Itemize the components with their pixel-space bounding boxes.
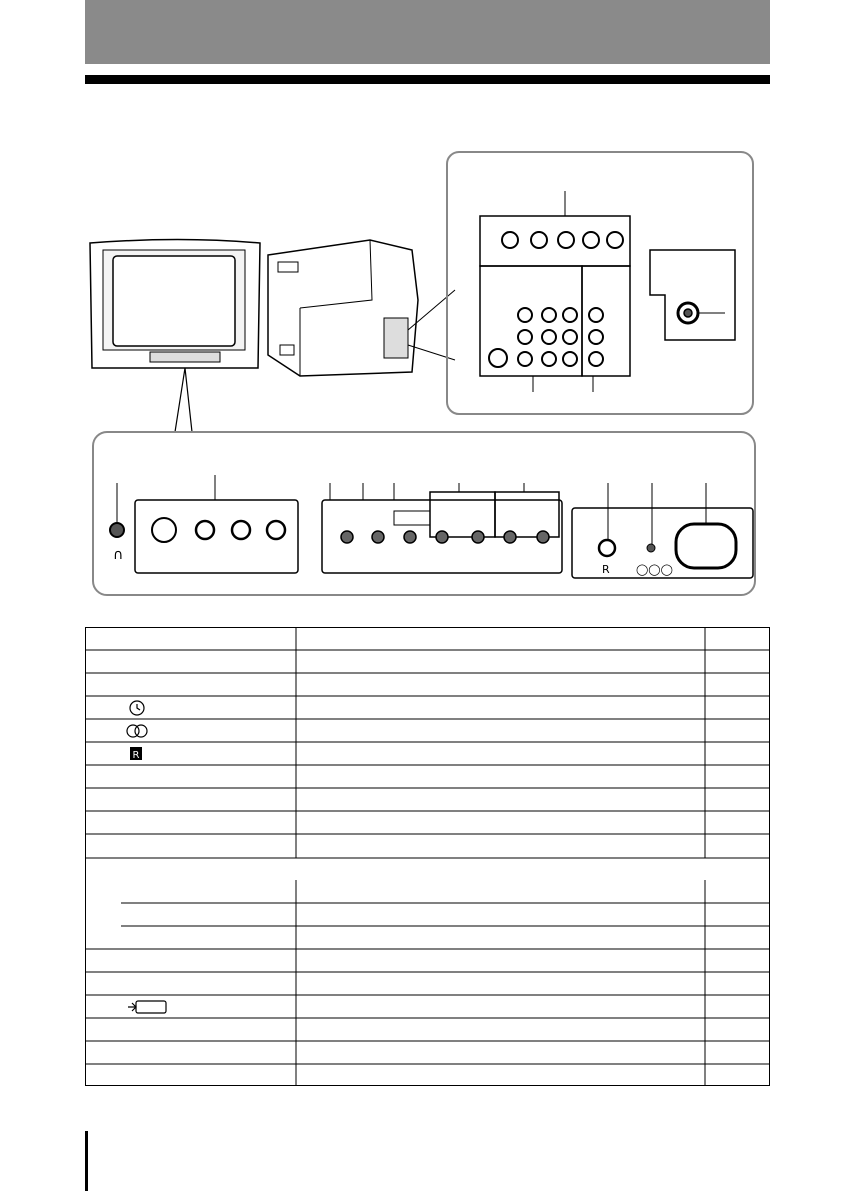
header-rule	[85, 75, 770, 84]
clock-icon	[130, 701, 144, 715]
page-edge-bar	[85, 1131, 88, 1191]
tv-back-illustration	[268, 240, 455, 376]
video-input-icon	[128, 1001, 166, 1013]
svg-text:R: R	[132, 750, 140, 761]
headphones-symbol: ∩	[113, 547, 124, 563]
header-band	[85, 0, 770, 64]
tv-front-illustration	[90, 240, 260, 369]
power-mode-symbols: ◯◯◯	[636, 563, 673, 576]
r-badge-icon	[130, 747, 142, 761]
tv-connections-figure	[0, 140, 841, 600]
stereo-rings-icon	[127, 725, 147, 737]
r-output-symbol: R	[602, 563, 610, 576]
table-grid	[85, 627, 770, 1087]
